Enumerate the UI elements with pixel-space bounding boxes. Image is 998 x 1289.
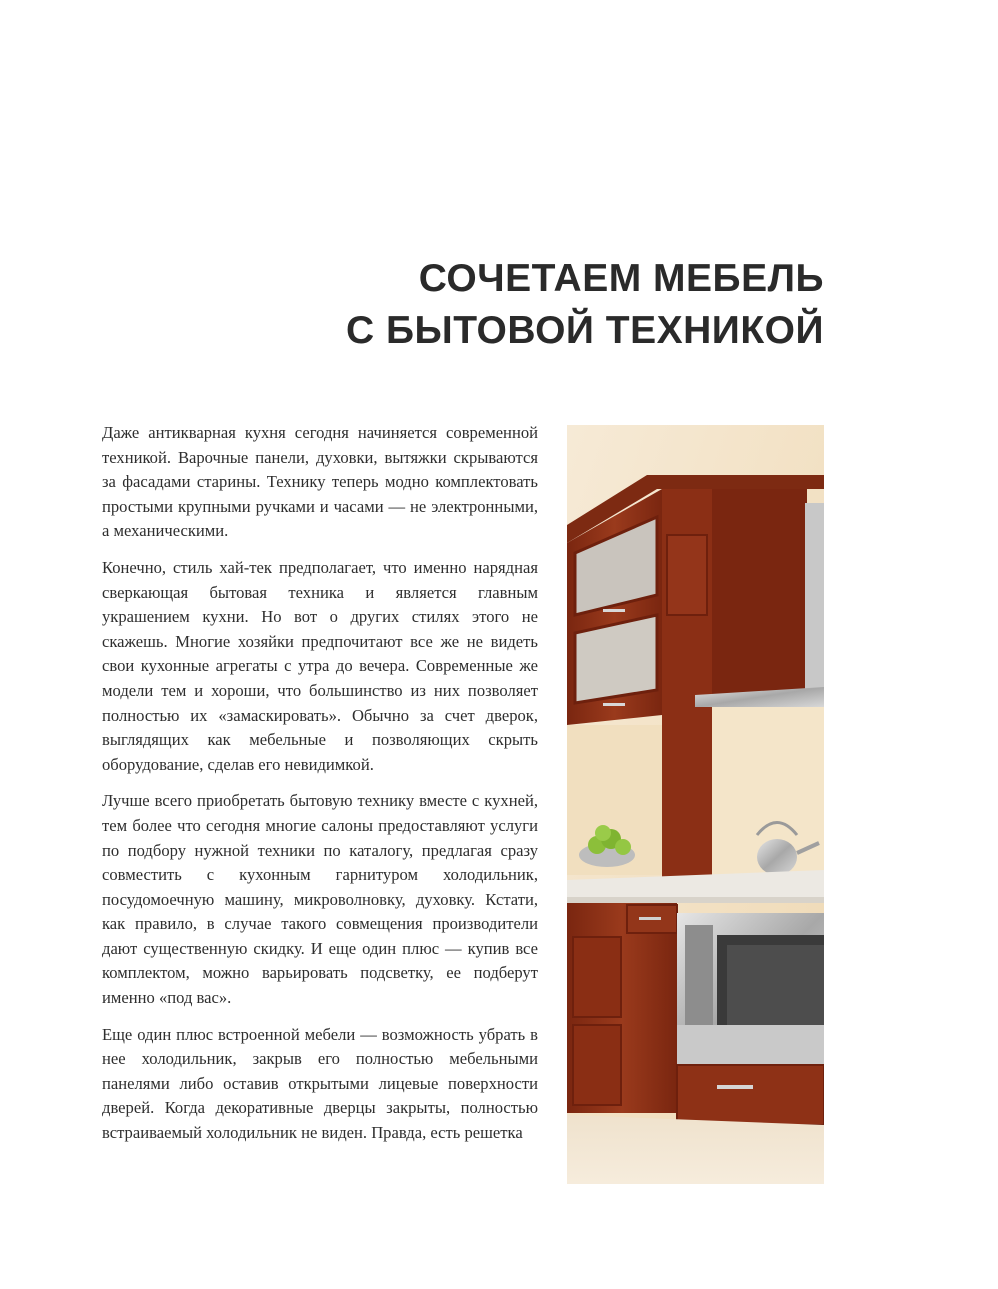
article-body [102, 421, 538, 1158]
title-line-1: СОЧЕТАЕМ МЕБЕЛЬ [418, 257, 824, 300]
kitchen-illustration [567, 425, 824, 1184]
paragraph-2: Конечно, стиль хай-тек предполагает, что именно нарядная сверкающая бытовая техника и является главным украшением кухни. Но вот о других стилях этого не скажешь. Многие хозяйки предпочитают все же не видеть свои кухонные агрегаты с утра до вечера. Современные же модели тем и хороши, что большинство из них позволяет полностью их «замаскировать». Обычно за счет дверок, выглядящих как мебельные и позволяющих скрыть оборудование, сделав его невидимкой. [102, 557, 538, 774]
title-line-2: С БЫТОВОЙ ТЕХНИКОЙ [345, 309, 824, 352]
kitchen-photo [567, 425, 824, 1184]
paragraph-4: Еще один плюс встроенной мебели — возможность убрать в нее холодильник, закрыв его полностью мебельными панелями либо оставив открытыми лицевые поверхности дверей. Когда декоративные дверцы закрыты, полностью встраиваемый холодильник не виден. Правда, есть решетка [102, 1024, 538, 1143]
paragraph-3: Лучше всего приобретать бытовую технику вместе с кухней, тем более что сегодня многие салоны предоставляют услуги по подбору нужной техники по каталогу, предлагая сразу совместить с кухонным гарнитуром холодильник, посудомоечную машину, микроволновку, духовку. Кстати, как правило, в случае такого совмещения производители дают существенную скидку. И еще один плюс — купив все комплектом, можно варьировать подсветку, ее подберут именно «под вас». [102, 791, 538, 1008]
page-title [346, 253, 824, 357]
paragraph-1: Даже антикварная кухня сегодня начиняется современной техникой. Варочные панели, духовки, вытяжки скрываются за фасадами старины. Технику теперь модно комплектовать простыми крупными ручками и часами — не электронными, а механическими. [102, 423, 538, 541]
